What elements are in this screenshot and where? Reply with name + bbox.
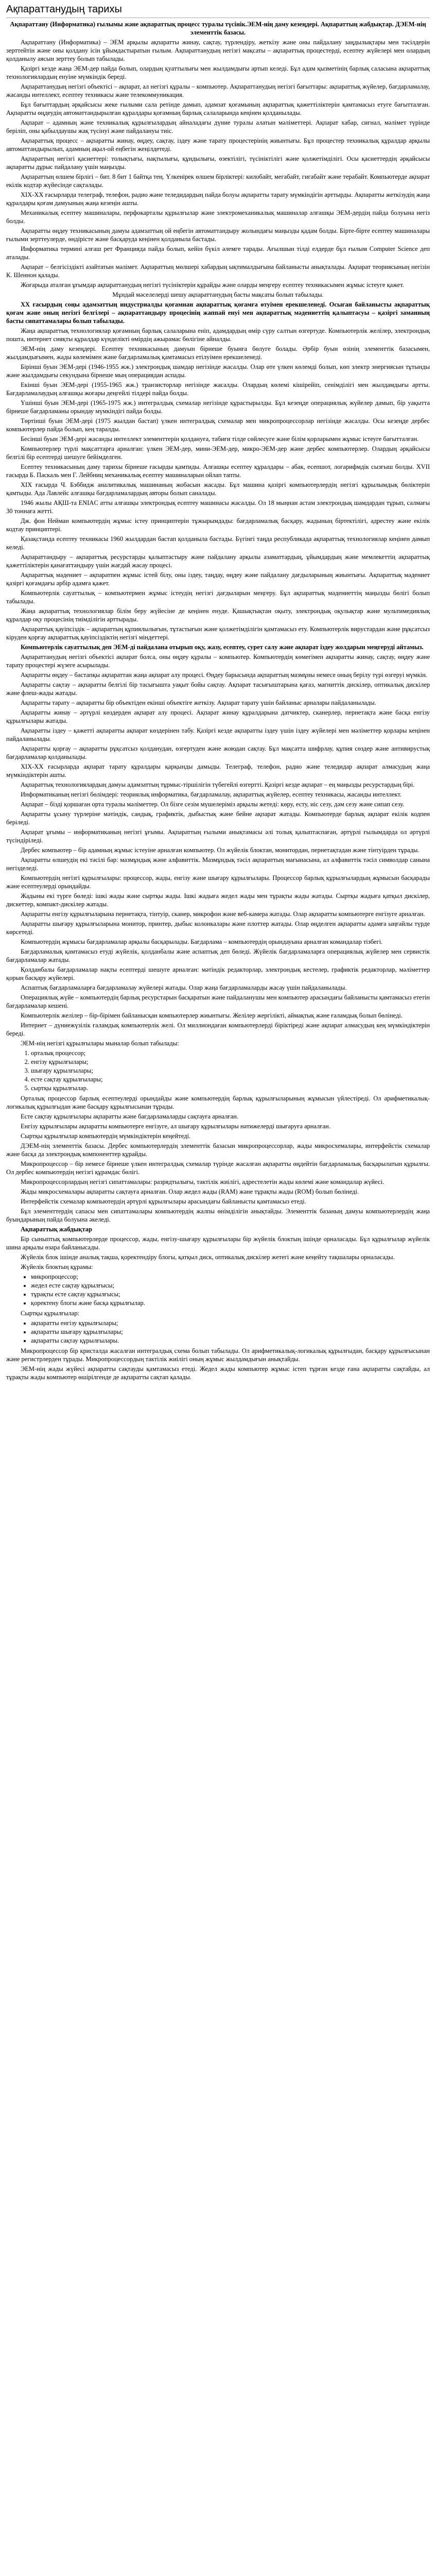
paragraph: Бұл элементтердің сапасы мен сипаттамалары компьютердің жалпы өнімділігін анықтайды. Элементтік базаның дамуы компьютерлердің жаңа буындарының пайда болуына әкеледі. xyxy=(6,1208,430,1223)
list-item: 1. орталық процессор; xyxy=(31,1049,430,1057)
section-heading: ХХ ғасырдың соңы адамзаттың индустриалды қоғамнан ақпараттық қоғамға өтуімен ерекшеленеді. Осыған байланысты ақпараттық қоғам және оның негізгі белгілері – ақпараттандыру процесінің жаппай енуі мен ақпараттық мәдениеттің қалыптасуы – қазіргі заманның басты сипаттамалары болып табылады. xyxy=(6,301,430,325)
paragraph: Интернет – дүниежүзілік ғаламдық компьютерлік желі. Ол миллиондаған компьютерлерді біріктіреді және ақпарат алмасудың кең мүмкіндіктерін береді. xyxy=(6,1022,430,1037)
section-heading: Ақпараттық жабдықтар xyxy=(21,1226,92,1233)
paragraph: Жадыны екі түрге бөледі: ішкі жады және сыртқы жады. Ішкі жадыға жедел жады мен тұрақты жады жатады. Сыртқы жадыға қатқыл дискілер, дискеттер, компакт-дискілер жатады. xyxy=(6,892,430,908)
paragraph: Ақпараттық технологиялардың дамуы адамзаттың тұрмыс-тіршілігін түбегейлі өзгертті. Қазіргі кезде ақпарат – ең маңызды ресурстардың бірі. xyxy=(21,781,415,788)
paragraph: ЭЕМ-нің жады жүйесі ақпаратты сақтауды қамтамасыз етеді. Жедел жады компьютер жұмыс істеп тұрған кезде ғана ақпаратты сақтайды, ал тұрақты жады компьютер өшірілгенде де ақпаратты сақтап қалады. xyxy=(6,1365,430,1381)
paragraph: Компьютерлік сауаттылық – компьютермен жұмыс істеудің негізгі дағдыларын меңгеру. Бұл ақпараттық мәдениеттің маңызды бөлігі болып табылады. xyxy=(6,589,430,605)
section-hardware xyxy=(6,1225,430,1381)
paragraph: Ақпаратты өлшеудің екі тәсілі бар: мазмұндық және алфавиттік. Мазмұндық тәсіл ақпараттың мағынасына, ал алфавиттік тәсіл символдар санына негізделеді. xyxy=(6,856,430,872)
page-title: Ақпараттанудың тарихы xyxy=(6,3,430,18)
paragraph: Операциялық жүйе – компьютердің барлық ресурстарын басқаратын және пайдаланушы мен компьютер арасындағы байланысты қамтамасыз ететін бағдарламалар кешені. xyxy=(6,994,430,1009)
list-item: 4. есте сақтау құрылғылары; xyxy=(31,1075,430,1083)
paragraph: Қазіргі кезде жаңа ЭЕМ-дер пайда болып, олардың қуаттылығы мен жылдамдығы артып келеді. Бұл адам қызметінің барлық саласына ақпараттық технологиялардың енуіне мүмкіндік береді. xyxy=(6,65,430,80)
paragraph: ЭЕМ-нің негізгі құрылғылары мыналар болып табылады: xyxy=(21,1040,179,1047)
list-item: 3. шығару құрылғылары; xyxy=(31,1066,430,1075)
paragraph: Компьютерлер түрлі мақсаттарға арналған: үлкен ЭЕМ-дер, мини-ЭЕМ-дер, микро-ЭЕМ-дер және дербес компьютерлер. Олардың әрқайсысы белгілі бір есептерді шешуге бейімделген. xyxy=(6,445,430,461)
paragraph: Бұл бағыттардың әрқайсысы жеке ғылыми сала ретінде дамып, адамзат қоғамының ақпараттық қажеттіліктерін қамтамасыз етуге бағытталған. Ақпаратты өңдеудің автоматтандырылған құралдары қоғамның барлық салаларында кеңінен қолданылады. xyxy=(6,101,430,116)
paragraph: Жүйелік блоктың құрамы: xyxy=(21,1263,93,1270)
paragraph: Енгізу құрылғылары ақпаратты компьютерге енгізуге, ал шығару құрылғылары нәтижелерді шығаруға арналған. xyxy=(21,1123,330,1130)
section-main-devices xyxy=(6,1039,430,1140)
list-item: 2. енгізу құрылғылары; xyxy=(31,1058,430,1066)
paragraph: XIX ғасырда Ч. Бэббидж аналитикалық машинаның жобасын жасады. Бұл машина қазіргі компьютерлердің негізгі құрылымдық бөліктерін қамтыды. Ада Лавлейс алғашқы бағдарламалардың авторы болып саналады. xyxy=(6,481,430,497)
paragraph: Бір сыныптық компьютерлерде процессор, жады, енгізу-шығару құрылғылары бір жүйелік блоктың ішінде орналасады. Бұл құрылғылар жүйелік шина арқылы өзара байланысады. xyxy=(6,1235,430,1251)
section-information-society xyxy=(6,300,430,641)
paragraph: Есте сақтау құрылғылары ақпаратты және бағдарламаларды сақтауға арналған. xyxy=(21,1113,238,1120)
paragraph: Жоғарыда аталған ұғымдар ақпараттанудың негізгі түсініктерін құрайды және оларды меңгеру есептеу техникасымен жұмыс істеуге қажет. xyxy=(21,281,404,289)
paragraph: Аспаптық бағдарламаларға бағдарламалау жүйелері жатады. Олар жаңа бағдарламаларды жасау үшін пайдаланылады. xyxy=(21,984,347,991)
paragraph: Ақпараттанудың негізгі объектісі ақпарат болса, оны өңдеу құралы – компьютер. Компьютердің көмегімен ақпаратты жинау, сақтау, өңдеу және тарату процестері жүзеге асырылады. xyxy=(6,653,430,669)
paragraph: Төртінші буын ЭЕМ-дері (1975 жылдан бастап) үлкен интегралдық схемалар мен микропроцессорлар негізінде жасалды. Осы кезеңде дербес компьютерлер пайда болып, кең таралды. xyxy=(6,417,430,433)
paragraph: Ақпараттандыру – ақпараттық ресурстарды қалыптастыру және пайдалану арқылы азаматтардың, ұйымдардың және мемлекеттің ақпараттық қажеттіліктерін қанағаттандыру үшін жағдай жасау процесі. xyxy=(6,553,430,569)
paragraph: Дж. фон Нейман компьютердің жұмыс істеу принциптерін тұжырымдады: бағдарламалық басқару, жадының біртектілігі, адрестеу және екілік кодтау принциптері. xyxy=(6,517,430,533)
paragraph: Қазақстанда есептеу техникасы 1960 жылдардан бастап қолданыла бастады. Бүгінгі таңда республикада ақпараттық технологиялар кеңінен дамып келеді. xyxy=(6,535,430,551)
section-intro xyxy=(6,20,430,299)
paragraph: ХІХ-ХХ ғасырларда телеграф, телефон, радио және теледидардың пайда болуы ақпаратты тарату мүмкіндігін арттырды. Ақпаратты жеткізудің жаңа құралдары қоғам дамуының жаңа кезеңін ашты. xyxy=(6,191,430,207)
paragraph: ХІХ-ХХ ғасырларда ақпарат тарату құралдары қарқынды дамыды. Телеграф, телефон, радио және теледидар ақпарат алмасудың жаңа мүмкіндіктерін ашты. xyxy=(6,763,430,778)
list-item: • жедел есте сақтау құрылғысы; xyxy=(31,1281,430,1290)
paragraph: Ақпаратты өңдеу техникасының дамуы адамзаттың ой еңбегін автоматтандыру жолындағы маңызды қадам болды. Бірте-бірте есептеу машиналары ғылыми зерттеулерде, өндірісте және басқаруда кеңінен қолданыла бастады. xyxy=(6,227,430,243)
paragraph: Орталық процессор барлық есептеулерді орындайды және компьютердің барлық құрылғыларының жұмысын үйлестіреді. Ол арифметикалық-логикалық құрылғыдан және басқару құрылғысынан тұрады. xyxy=(6,1095,430,1110)
paragraph: Микропроцессор – бір немесе бірнеше үлкен интегралдық схемалар түрінде жасалған ақпаратты өңдейтін бағдарламалық басқарылатын құрылғы. Ол дербес компьютердің негізгі құрамдас бөлігі. xyxy=(6,1160,430,1176)
closing-line: Мұндай мәселелерді шешу ақпараттанудың басты мақсаты болып табылады. xyxy=(112,291,324,298)
paragraph: ЭЕМ-нің даму кезеңдері. Есептеу техникасының дамуын бірнеше буынға бөлуге болады. Әрбір буын өзінің элементтік базасымен, жылдамдығымен, жады көлемімен және бағдарламалық қамтамасыз етілуімен ерекшеленеді. xyxy=(6,345,430,361)
list-item: • тұрақты есте сақтау құрылғысы; xyxy=(31,1290,430,1298)
paragraph: Бірінші буын ЭЕМ-дері (1946-1955 жж.) электрондық шамдар негізінде жасалды. Олар өте үлкен көлемді болып, көп электр энергиясын тұтынды және жылдамдығы секундына бірнеше мың операциядан аспады. xyxy=(6,363,430,379)
paragraph: Ақпараттың өлшем бірлігі – бит. 8 бит 1 байтқа тең. Үлкенірек өлшем бірліктері: килобайт, мегабайт, гигабайт және терабайт. Компьютерде ақпарат екілік кодтар жүйесінде сақталады. xyxy=(6,173,430,189)
paragraph: Механикалық есептеу машиналары, перфокарталы құрылғылар және электромеханикалық машиналар алғашқы ЭЕМ-дердің пайда болуына негіз болды. xyxy=(6,209,430,225)
section-computer-literacy xyxy=(6,643,430,908)
paragraph: Ақпаратты ұсыну түрлеріне мәтіндік, сандық, графиктік, дыбыстық және бейне ақпарат жатады. Компьютерде барлық ақпарат екілік кодпен беріледі. xyxy=(6,810,430,826)
paragraph: Микропроцессор бір кристалда жасалған интегралдық схема болып табылады. Ол арифметикалық-логикалық құрылғыдан, басқару құрылғысынан және регистрлерден тұрады. Микропроцессордың тактілік жиілігі оның жұмыс жылдамдығын анықтайды. xyxy=(6,1347,430,1363)
paragraph: Ақпарат – адамның және техникалық құрылғылардың айналадағы дүние туралы алатын мәліметтері. Ақпарат хабар, сигнал, мәлімет түрінде беріліп, оны қабылдаушы жақ түсінуі және пайдалануы тиіс. xyxy=(6,119,430,134)
paragraph: Ақпараттық қауіпсіздік – ақпараттың құпиялылығын, тұтастығын және қолжетімділігін қамтамасыз ету. Компьютерлік вирустардан және рұқсатсыз кіруден қорғау ақпараттық қауіпсіздіктің негізгі міндеттері. xyxy=(6,625,430,641)
paragraph: Жаңа ақпараттық технологиялар қоғамның барлық салаларына еніп, адамдардың өмір сүру салтын өзгертуде. Компьютерлік желілер, электрондық пошта, интернет сияқты құралдар күнделікті өмірдің ажырамас бөлігіне айналды. xyxy=(6,327,430,343)
paragraph: Ақпаратты қорғау – ақпаратты рұқсатсыз қолданудан, өзгертуден және жоюдан сақтау. Бұл мақсатта шифрлау, құпия сөздер және антивирустық бағдарламалар қолданылады. xyxy=(6,745,430,760)
paragraph: Сыртқы құрылғылар: xyxy=(21,1310,80,1317)
paragraph: Ақпаратты сақтау – ақпаратты белгілі бір тасығышта уақыт бойы сақтау. Ақпарат тасығыштарына қағаз, магниттік дискілер, оптикалық дискілер және флеш-жады жатады. xyxy=(6,681,430,697)
section-devices xyxy=(6,910,430,1038)
paragraph: Микропроцессорлардың негізгі сипаттамалары: разрядтылығы, тактілік жиілігі, адрестелетін жады көлемі және командалар жүйесі. xyxy=(21,1178,385,1185)
section-heading: Компьютерлік сауаттылық деп ЭЕМ-ді пайдалана отырып оқу, жазу, есептеу, сурет салу және ақпарат іздеу жолдарын меңгеруді айтамыз. xyxy=(21,643,424,651)
paragraph: Ақпарат – белгісіздікті азайтатын мәлімет. Ақпараттың мөлшері хабардың ықтималдығына байланысты анықталады. Ақпарат теориясының негізін К. Шеннон қалады. xyxy=(6,263,430,279)
paragraph: Қолданбалы бағдарламалар нақты есептерді шешуге арналған: мәтіндік редакторлар, электрондық кестелер, графиктік редакторлар, мәліметтер қорын басқару жүйелері. xyxy=(6,966,430,981)
paragraph: Екінші буын ЭЕМ-дері (1955-1965 жж.) транзисторлар негізінде жасалды. Олардың көлемі кішірейіп, сенімділігі мен жылдамдығы артты. Бағдарламалаудың алғашқы жоғары деңгейлі тілдері пайда болды. xyxy=(6,381,430,397)
paragraph: Компьютердің жұмысы бағдарламалар арқылы басқарылады. Бағдарлама – компьютердің орындауына арналған командалар тізбегі. xyxy=(21,938,383,945)
paragraph: Информатиканың негізгі бөлімдері: теориялық информатика, бағдарламалау, ақпараттық жүйелер, есептеу техникасы, жасанды интеллект. xyxy=(21,791,402,798)
paragraph: 1946 жылы АҚШ-та ENIAC атты алғашқы электрондық есептеу машинасы жасалды. Ол 18 мыңнан астам электрондық шамдардан тұрып, салмағы 30 тоннаға жетті. xyxy=(6,499,430,515)
paragraph: Жаңа ақпараттық технологиялар білім беру жүйесіне де кеңінен енуде. Қашықтықтан оқыту, электрондық оқулықтар және мультимедиялық құралдар оқу процесінің тиімділігін арттырады. xyxy=(6,607,430,623)
paragraph: Ақпарат – бізді қоршаған орта туралы мәліметтер. Ол бізге сезім мүшелеріміз арқылы жетеді: көру, есту, иіс сезу, дәм сезу және сипап сезу. xyxy=(21,801,405,808)
paragraph: Ақпараттану (Информатика) – ЭЕМ арқылы ақпаратты жинау, сақтау, түрлендіру, жеткізу және оны пайдалану заңдылықтары мен тәсілдерін зерттейтін және оны қолдану ісін ұйымдастыратын ғылым. Ақпараттанудың негізгі мақсаты – ақпараттық процестерді, есептеу жүйелері мен олардың қолданылу аясын зерттеу болып табылады. xyxy=(6,39,430,62)
bullet-list xyxy=(6,1319,430,1345)
paragraph: Жүйелік блок ішінде аналық тақша, қоректендіру блогы, қатқыл диск, оптикалық дискілер жетегі және кеңейту тақшалары орналасады. xyxy=(21,1253,395,1261)
paragraph: Ақпаратты тарату – ақпаратты бір объектіден екінші объектіге жеткізу. Ақпарат тарату үшін байланыс арналары пайдаланылады. xyxy=(21,699,376,706)
paragraph: Интерфейстік схемалар компьютердің әртүрлі құрылғылары арасындағы байланысты қамтамасыз етеді. xyxy=(21,1198,306,1205)
paragraph: Үшінші буын ЭЕМ-дері (1965-1975 жж.) интегралдық схемалар негізінде құрастырылды. Бұл кезеңде операциялық жүйелер дамып, бір уақытта бірнеше бағдарламаны орындау мүмкіндігі пайда болды. xyxy=(6,399,430,415)
list-item: • ақпаратты енгізу құрылғылары; xyxy=(31,1319,430,1327)
paragraph: ДЭЕМ-нің элементтік базасы. Дербес компьютерлердің элементтік базасын микропроцессорлар, жады микросхемалары, интерфейстік схемалар және басқа да электрондық компоненттер құрайды. xyxy=(6,1142,430,1158)
list-item: • қоректену блогы және басқа құрылғылар. xyxy=(31,1299,430,1307)
list-item: • ақпаратты сақтау құрылғылары. xyxy=(31,1336,430,1345)
paragraph: Сыртқы құрылғылар компьютердің мүмкіндіктерін кеңейтеді. xyxy=(21,1132,191,1140)
paragraph: Ақпаратты іздеу – қажетті ақпаратты ақпарат көздерінен табу. Қазіргі кезде ақпаратты іздеу үшін іздеу жүйелері мен мәліметтер қорлары кеңінен пайдаланылады. xyxy=(6,727,430,742)
paragraph: Ақпараттық мәдениет – ақпаратпен жұмыс істей білу, оны іздеу, таңдау, өңдеу және пайдалану дағдыларының жиынтығы. Ақпараттық мәдениет қазіргі қоғамдағы әрбір адамға қажет. xyxy=(6,571,430,587)
paragraph: Ақпарат ұғымы – информатиканың негізгі ұғымы. Ақпараттың ғылыми анықтамасы әлі толық қалыптаспаған, әртүрлі ғылымдарда ол әртүрлі түсіндіріледі. xyxy=(6,828,430,844)
paragraph: Ақпараттық процесс – ақпаратты жинау, өңдеу, сақтау, іздеу және тарату процестерінің жиынтығы. Бұл процестер техникалық құралдар арқылы автоматтандырылып, адамның ақыл-ой еңбегін жеңілдетеді. xyxy=(6,137,430,152)
paragraph: Ақпараттанудың негізгі объектісі – ақпарат, ал негізгі құралы – компьютер. Ақпараттанудың негізгі бағыттары: ақпараттық жүйелер, бағдарламалау, жасанды интеллект, есептеу техникасы және телекоммуникация. xyxy=(6,83,430,98)
paragraph: Есептеу техникасының даму тарихы бірнеше ғасырды қамтиды. Алғашқы есептеу құралдары – абак, есепшот, логарифмдік сызғыш болды. XVII ғасырда Б. Паскаль мен Г. Лейбниц механикалық есептеу машиналарын ойлап тапты. xyxy=(6,463,430,479)
paragraph: Ақпаратты жинау – әртүрлі көздерден ақпарат алу процесі. Ақпарат жинау құралдарына датчиктер, сканерлер, пернетақта және басқа енгізу құрылғылары жатады. xyxy=(6,709,430,724)
section-heading: Ақпараттану (Информатика) ғылымы және ақпараттық процесс туралы түсінік.ЭЕМ-нің даму кезеңдері. Ақпараттың жабдықтар. ДЭЕМ-нің элементтік базасы. xyxy=(10,21,426,36)
paragraph: Информатика термині алғаш рет Францияда пайда болып, кейін бүкіл әлемге тарады. Ағылшын тілді елдерде бұл ғылым Computer Science деп аталады. xyxy=(6,245,430,261)
list-item: 5. сыртқы құрылғылар. xyxy=(31,1084,430,1092)
paragraph: Ақпаратты шығару құрылғыларына монитор, принтер, дыбыс колонкалары және плоттер жатады. Олар өңделген ақпаратты адамға ыңғайлы түрде көрсетеді. xyxy=(6,920,430,936)
paragraph: Ақпараттың негізгі қасиеттері: толықтығы, нақтылығы, құндылығы, өзектілігі, түсініктілігі және қолжетімділігі. Осы қасиеттердің әрқайсысы ақпаратты дұрыс пайдалану үшін маңызды. xyxy=(6,155,430,171)
section-element-base xyxy=(6,1142,430,1224)
paragraph: Компьютерлік желілер – бір-бірімен байланысқан компьютерлер жиынтығы. Желілер жергілікті, аймақтық және ғаламдық болып бөлінеді. xyxy=(21,1012,403,1019)
bullet-list xyxy=(6,1273,430,1307)
paragraph: Компьютердің негізгі құрылғылары: процессор, жады, енгізу және шығару құрылғылары. Процессор барлық құрылғылардың жұмысын басқарады және есептеулерді орындайды. xyxy=(6,874,430,890)
paragraph: Ақпаратты өңдеу – бастапқы ақпараттан жаңа ақпарат алу процесі. Өңдеу барысында ақпараттың мазмұны немесе оның берілу түрі өзгеруі мүмкін. xyxy=(21,671,427,679)
list-item: • ақпаратты шығару құрылғылары; xyxy=(31,1328,430,1336)
paragraph: Жады микросхемалары ақпаратты сақтауға арналған. Олар жедел жады (RAM) және тұрақты жады (ROM) болып бөлінеді. xyxy=(21,1188,359,1195)
paragraph: Дербес компьютер – бір адамның жұмыс істеуіне арналған компьютер. Ол жүйелік блоктан, монитордан, пернетақтадан және тінтуірден тұрады. xyxy=(21,846,420,854)
list-item: • микропроцессор; xyxy=(31,1273,430,1281)
numbered-list xyxy=(6,1049,430,1092)
paragraph: Бағдарламалық қамтамасыз етуді жүйелік, қолданбалы және аспаптық деп бөледі. Жүйелік бағдарламаларға операциялық жүйелер мен сервистік бағдарламалар жатады. xyxy=(6,948,430,963)
paragraph: Бесінші буын ЭЕМ-дері жасанды интеллект элементтерін қолдануға, табиғи тілде сөйлесуге және білім қорларымен жұмыс істеуге бағытталған. xyxy=(21,435,419,443)
paragraph: Ақпаратты енгізу құрылғыларына пернетақта, тінтуір, сканер, микрофон және веб-камера жатады. Олар ақпаратты компьютерге енгізуге арналған. xyxy=(21,910,425,918)
